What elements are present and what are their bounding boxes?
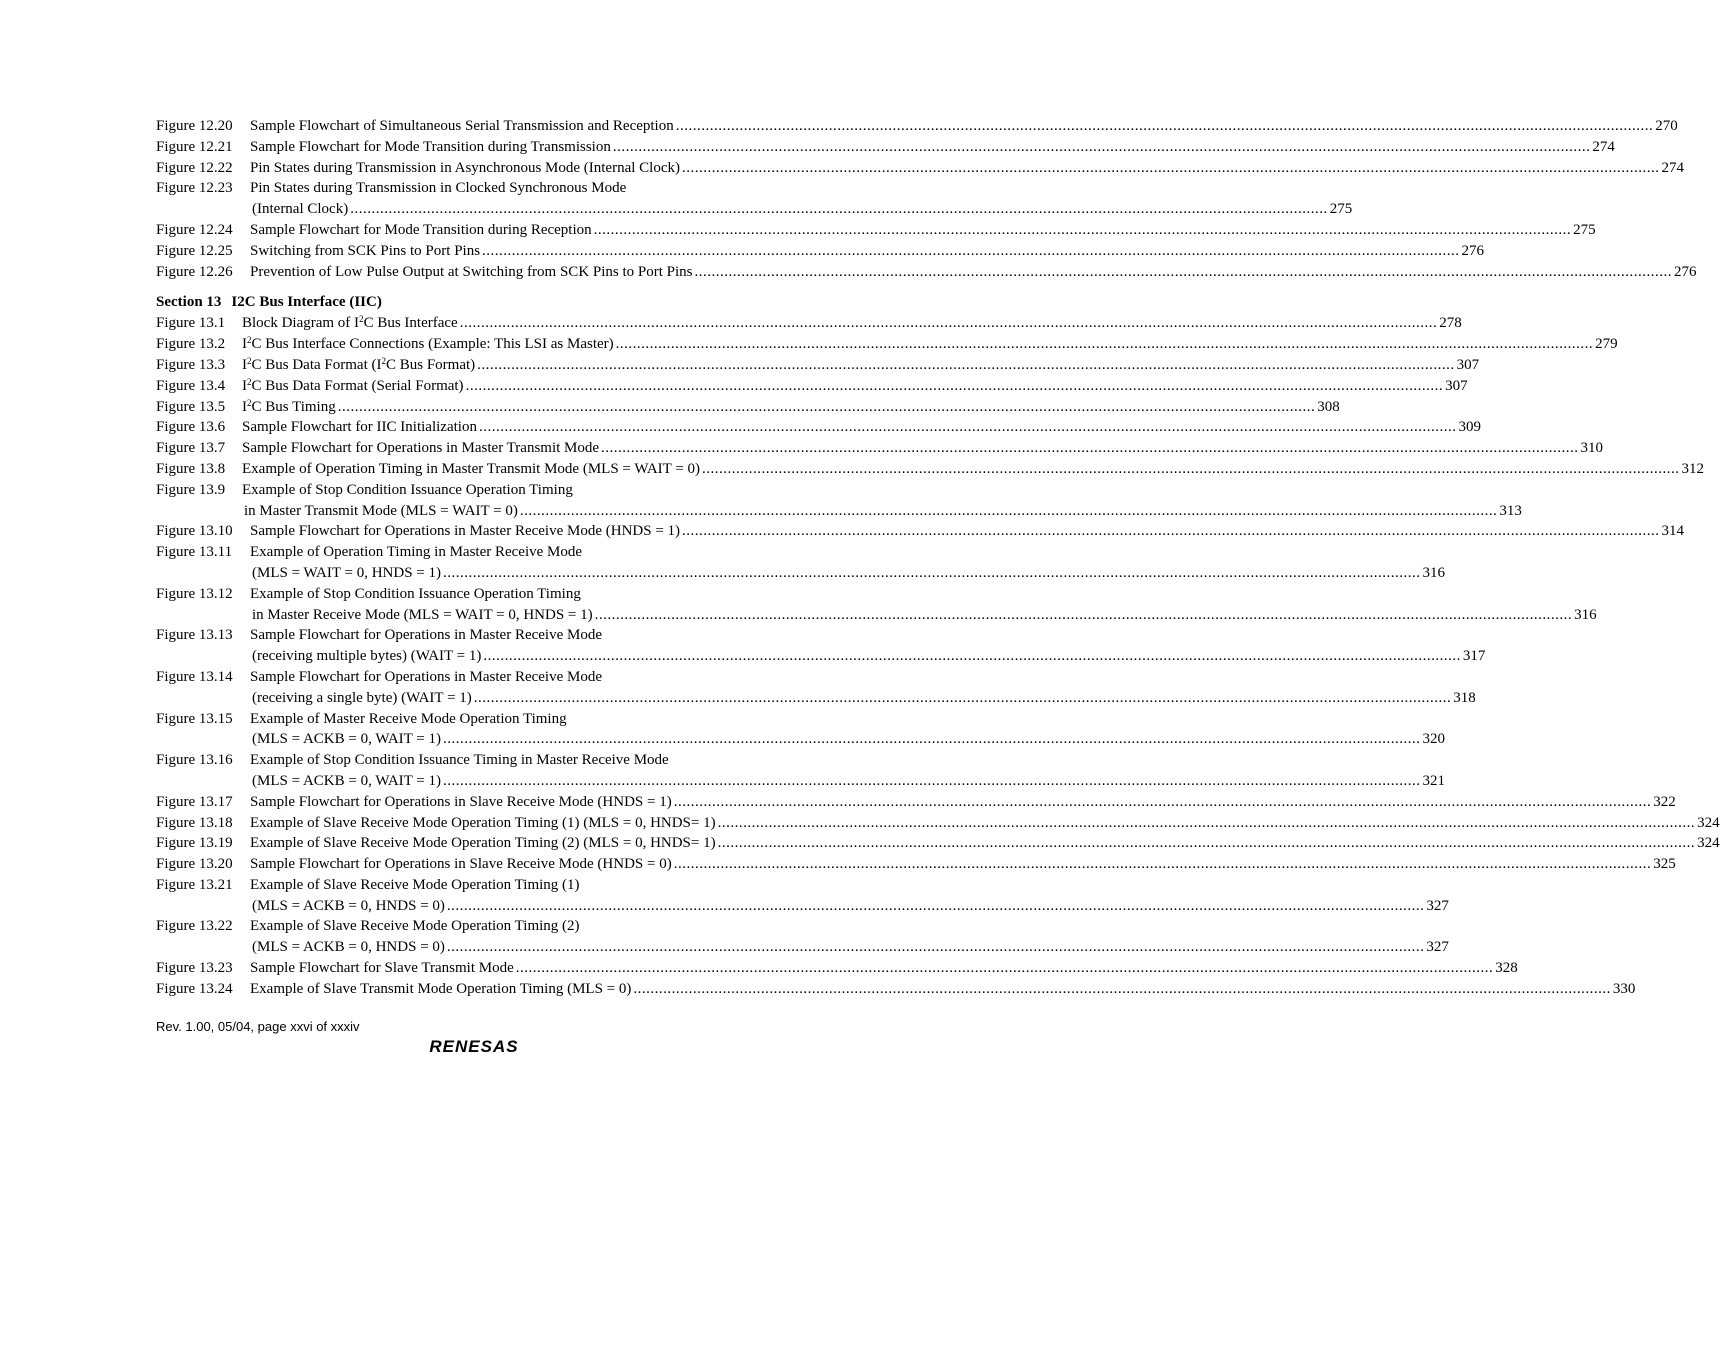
page-number: 275 (1329, 201, 1353, 218)
figure-title-continuation: (MLS = ACKB = 0, HNDS = 0) (252, 897, 445, 914)
toc-entry-continuation (156, 199, 1353, 220)
page-number: 327 (1426, 939, 1449, 956)
toc-entry-row (156, 417, 1481, 438)
dot-leader (479, 417, 1457, 438)
dot-leader (633, 979, 1611, 1000)
page-number: 278 (1439, 315, 1462, 332)
dot-leader (616, 334, 1594, 355)
superscript: 2 (247, 355, 252, 366)
toc-entry-continuation (156, 937, 1449, 958)
figure-number: Figure 12.20 (156, 118, 233, 134)
title-part: Sample Flowchart for IIC Initialization (242, 419, 477, 436)
dot-leader (443, 729, 1421, 750)
figure-number: Figure 13.3 (156, 356, 226, 373)
dot-leader (483, 646, 1461, 667)
figure-title: Example of Stop Condition Issuance Operation Timing (242, 481, 573, 498)
figure-title: Sample Flowchart for Mode Transition during Transmission (250, 138, 611, 155)
dot-leader (443, 563, 1421, 584)
figure-title (242, 376, 464, 397)
figure-number: Figure 13.5 (156, 398, 226, 415)
toc-entry-row (156, 709, 790, 730)
page-number: 318 (1453, 689, 1476, 706)
figure-title: Sample Flowchart for Operations in Master Receive Mode (250, 627, 602, 644)
toc-entry-row (156, 397, 1340, 418)
title-part: C Bus Interface (363, 315, 458, 332)
figure-title: Sample Flowchart for Mode Transition during Reception (250, 221, 592, 238)
toc-entry-row (156, 376, 1468, 397)
toc-entry-continuation (156, 563, 1445, 584)
toc-entry-row (156, 875, 790, 896)
figure-title-continuation: (MLS = ACKB = 0, WAIT = 1) (252, 772, 442, 789)
dot-leader (682, 521, 1660, 542)
toc-entry-row (156, 116, 1678, 137)
page-number: 276 (1461, 242, 1485, 259)
dot-leader (601, 438, 1579, 459)
page-number: 314 (1661, 523, 1685, 540)
figure-title: Pin States during Transmission in Asynchronous Mode (Internal Clock) (250, 159, 680, 176)
title-part: I (242, 336, 247, 353)
title-part: C Bus Data Format (Serial Format) (251, 377, 464, 394)
renesas-logo (414, 1035, 534, 1057)
figure-number: Figure 13.22 (156, 918, 233, 935)
dot-leader (516, 958, 1494, 979)
page-number: 279 (1595, 336, 1618, 353)
dot-leader (482, 241, 1460, 262)
dot-leader (477, 355, 1455, 376)
figure-title (242, 334, 614, 355)
dot-leader (718, 813, 1696, 834)
toc-entry-continuation (156, 646, 1486, 667)
dot-leader (466, 376, 1444, 397)
figure-number: Figure 13.17 (156, 793, 233, 810)
page-number: 270 (1655, 118, 1678, 134)
figure-title-continuation: (receiving multiple bytes) (WAIT = 1) (252, 648, 482, 665)
title-part: C Bus Format) (385, 356, 476, 373)
figure-number: Figure 12.24 (156, 221, 233, 238)
toc-entry-row (156, 355, 1480, 376)
figure-number: Figure 13.14 (156, 668, 233, 685)
dot-leader (447, 896, 1425, 917)
figure-title: Example of Master Receive Mode Operation Timing (250, 710, 567, 727)
figure-number: Figure 13.6 (156, 419, 226, 436)
page-number: 328 (1495, 960, 1518, 977)
title-part: Block Diagram of I (242, 315, 360, 332)
page-number: 274 (1661, 159, 1684, 176)
figure-title (242, 417, 477, 438)
page-number: 330 (1612, 980, 1636, 997)
figure-number: Figure 13.8 (156, 460, 226, 477)
figure-title: Example of Stop Condition Issuance Timing in Master Receive Mode (250, 752, 669, 769)
figure-number: Figure 13.4 (156, 377, 226, 394)
toc-entry-row (156, 178, 790, 199)
toc-entry-row (156, 854, 1676, 875)
figure-number: Figure 13.10 (156, 523, 233, 540)
figure-title-continuation: (Internal Clock) (252, 201, 349, 218)
toc-entry-row (156, 584, 790, 605)
superscript: 2 (359, 314, 364, 325)
dot-leader (702, 459, 1680, 480)
toc-entry-row (156, 220, 1596, 241)
toc-entry-row (156, 750, 790, 771)
figure-title: Sample Flowchart for Operations in Slave Receive Mode (HNDS = 1) (250, 793, 672, 810)
section-label: Section 13 (156, 294, 222, 311)
page-number: 324 (1697, 835, 1720, 852)
dot-leader (695, 262, 1673, 283)
toc-entry-row (156, 334, 1618, 355)
toc-entry-row (156, 813, 1720, 834)
page-number: 275 (1573, 221, 1596, 238)
title-part: I (242, 356, 247, 373)
title-part: Sample Flowchart for Operations in Master Transmit Mode (242, 440, 600, 457)
figure-number: Figure 13.1 (156, 315, 226, 332)
toc-entry-row (156, 916, 790, 937)
page-number: 321 (1422, 772, 1446, 789)
figure-title: Example of Slave Transmit Mode Operation Timing (MLS = 0) (250, 980, 632, 997)
page-number: 274 (1592, 138, 1615, 155)
dot-leader (460, 313, 1438, 334)
figure-number: Figure 13.23 (156, 960, 233, 977)
dot-leader (682, 158, 1660, 179)
dot-leader (595, 605, 1573, 626)
toc-entry-continuation (156, 771, 1446, 792)
toc-entry-row (156, 313, 1462, 334)
figure-title: Switching from SCK Pins to Port Pins (250, 242, 481, 259)
figure-number: Figure 13.7 (156, 440, 226, 457)
toc-entry-row (156, 137, 1615, 158)
figure-number: Figure 13.2 (156, 336, 226, 353)
toc-entry-row (156, 158, 1684, 179)
section-heading (156, 292, 790, 312)
page-number: 310 (1580, 440, 1604, 457)
dot-leader (474, 688, 1452, 709)
toc-entry-row (156, 241, 1485, 262)
toc-entry-row (156, 542, 790, 563)
toc-entry-row (156, 625, 790, 646)
figure-title: Sample Flowchart for Slave Transmit Mode (250, 960, 514, 977)
title-part: C Bus Interface Connections (Example: This LSI as Master) (251, 336, 614, 353)
superscript: 2 (381, 355, 386, 366)
figure-title-continuation: (MLS = ACKB = 0, WAIT = 1) (252, 731, 442, 748)
toc-entry-continuation (156, 729, 1446, 750)
figure-title: Example of Slave Receive Mode Operation Timing (2) (MLS = 0, HNDS= 1) (250, 835, 716, 852)
figure-number: Figure 12.23 (156, 180, 233, 197)
page-number: 322 (1653, 793, 1676, 810)
page-number: 325 (1653, 856, 1676, 873)
figure-title: Pin States during Transmission in Clocked Synchronous Mode (250, 180, 627, 197)
dot-leader (718, 833, 1696, 854)
page-number: 320 (1422, 731, 1446, 748)
toc-entry-row (156, 480, 790, 501)
toc-entry-continuation (156, 501, 1522, 522)
figure-title-continuation: (receiving a single byte) (WAIT = 1) (252, 689, 472, 706)
figure-number: Figure 12.26 (156, 263, 233, 280)
toc-entry-row (156, 979, 1636, 1000)
figure-title: Example of Stop Condition Issuance Operation Timing (250, 585, 581, 602)
figure-title (242, 397, 336, 418)
toc-entry-row (156, 792, 1676, 813)
dot-leader (350, 199, 1328, 220)
figure-title (242, 313, 458, 334)
figure-title (242, 459, 700, 480)
figure-title: Example of Slave Receive Mode Operation Timing (2) (250, 918, 580, 935)
figure-number: Figure 13.16 (156, 752, 233, 769)
figure-title: Example of Slave Receive Mode Operation Timing (1) (MLS = 0, HNDS= 1) (250, 814, 716, 831)
figure-number: Figure 13.19 (156, 835, 233, 852)
page-number: 324 (1697, 814, 1720, 831)
page-number: 308 (1317, 398, 1340, 415)
figure-title: Example of Operation Timing in Master Receive Mode (250, 544, 583, 561)
figure-title-continuation: in Master Receive Mode (MLS = WAIT = 0, HNDS = 1) (252, 606, 593, 623)
title-part: I (242, 377, 247, 394)
superscript: 2 (247, 335, 252, 346)
figure-number: Figure 13.24 (156, 980, 233, 997)
toc-entry-continuation (156, 605, 1597, 626)
dot-leader (676, 116, 1654, 137)
section-title: I2C Bus Interface (IIC) (231, 294, 382, 311)
page-number: 316 (1422, 564, 1445, 581)
dot-leader (674, 792, 1652, 813)
figure-title: Sample Flowchart for Operations in Master Receive Mode (250, 668, 602, 685)
figure-number: Figure 13.9 (156, 481, 226, 498)
title-part: C Bus Timing (251, 398, 336, 415)
figure-number: Figure 13.18 (156, 814, 233, 831)
figure-number: Figure 13.13 (156, 627, 233, 644)
page-number: 307 (1445, 377, 1468, 394)
toc-entry-continuation (156, 688, 1476, 709)
toc-entry-continuation (156, 896, 1449, 917)
superscript: 2 (247, 376, 252, 387)
toc-entry-row (156, 262, 1697, 283)
figure-title-continuation: in Master Transmit Mode (MLS = WAIT = 0) (244, 502, 518, 519)
figure-title-continuation: (MLS = ACKB = 0, HNDS = 0) (252, 939, 445, 956)
page-number: 312 (1681, 460, 1705, 477)
figure-number: Figure 12.25 (156, 242, 233, 259)
figure-title: Sample Flowchart for Operations in Slave Receive Mode (HNDS = 0) (250, 856, 672, 873)
page-number: 313 (1499, 502, 1522, 519)
figure-title: Sample Flowchart of Simultaneous Serial Transmission and Reception (250, 118, 674, 134)
figure-title: Prevention of Low Pulse Output at Switching from SCK Pins to Port Pins (250, 263, 693, 280)
dot-leader (447, 937, 1425, 958)
toc-entry-row (156, 438, 1604, 459)
figure-number: Figure 13.11 (156, 544, 233, 561)
figure-title (242, 355, 475, 376)
page-number: 316 (1574, 606, 1597, 623)
toc-entry-row (156, 521, 1685, 542)
figure-title: Sample Flowchart for Operations in Master Receive Mode (HNDS = 1) (250, 523, 681, 540)
dot-leader (443, 771, 1421, 792)
figure-number: Figure 13.20 (156, 856, 233, 873)
dot-leader (594, 220, 1572, 241)
figure-title (242, 438, 599, 459)
superscript: 2 (247, 397, 252, 408)
figure-number: Figure 13.21 (156, 876, 233, 893)
toc-entry-row (156, 958, 1518, 979)
dot-leader (338, 397, 1316, 418)
table-of-figures (156, 116, 1720, 1000)
page-number: 276 (1674, 263, 1697, 280)
figure-number: Figure 13.12 (156, 585, 233, 602)
figure-number: Figure 13.15 (156, 710, 233, 727)
figure-number: Figure 12.21 (156, 138, 233, 155)
figure-title: Example of Slave Receive Mode Operation Timing (1) (250, 876, 580, 893)
logo-text: RENESAS (429, 1037, 519, 1056)
dot-leader (520, 501, 1498, 522)
title-part: Example of Operation Timing in Master Transmit Mode (MLS = WAIT = 0) (242, 460, 701, 477)
title-part: I (242, 398, 247, 415)
title-part: C Bus Data Format (I (251, 356, 382, 373)
dot-leader (674, 854, 1652, 875)
figure-number: Figure 12.22 (156, 159, 233, 176)
toc-entry-row (156, 459, 1705, 480)
dot-leader (613, 137, 1591, 158)
figure-title-continuation: (MLS = WAIT = 0, HNDS = 1) (252, 564, 441, 581)
page-number: 307 (1456, 356, 1480, 373)
toc-entry-row (156, 833, 1720, 854)
toc-entry-row (156, 667, 790, 688)
page-number: 327 (1426, 897, 1449, 914)
page-number: 309 (1458, 419, 1481, 436)
page-footer: Rev. 1.00, 05/04, page xxvi of xxxiv (156, 1019, 360, 1034)
page-number: 317 (1462, 648, 1486, 665)
